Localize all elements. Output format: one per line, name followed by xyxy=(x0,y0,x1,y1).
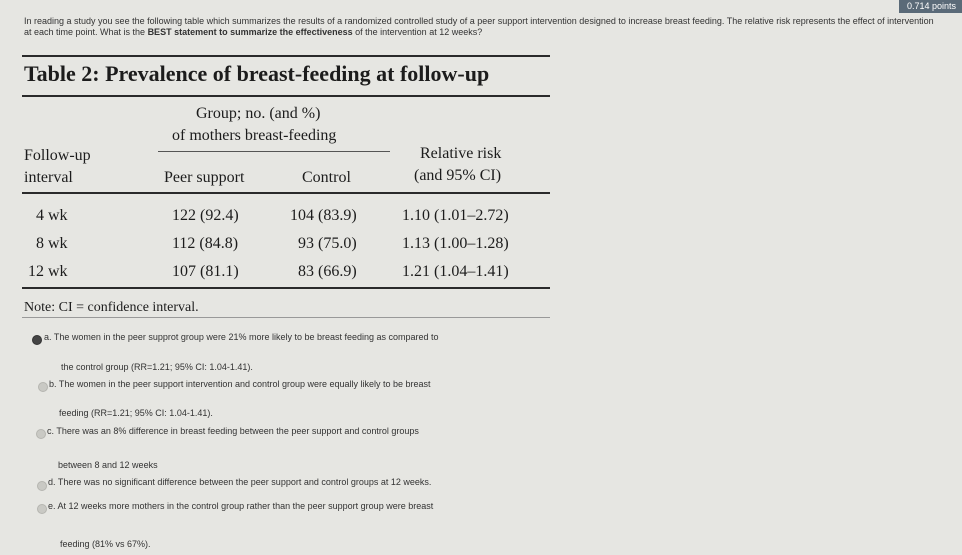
radio-button[interactable] xyxy=(38,382,48,392)
header-bottom-rule xyxy=(22,192,550,194)
radio-button[interactable] xyxy=(37,504,47,514)
table-title: Table 2: Prevalence of breast-feeding at follow-up xyxy=(24,61,490,86)
option-b-text: b. The women in the peer support intervention and control group were equally likely to be breast xyxy=(49,379,431,389)
table-bottom-rule xyxy=(22,287,550,289)
note-rule xyxy=(22,317,550,318)
row-relative-risk: 1.13 (1.00–1.28) xyxy=(402,235,509,252)
radio-button[interactable] xyxy=(37,481,47,491)
row-interval: 12 wk xyxy=(28,263,68,280)
relative-risk-header-line-1: Relative risk xyxy=(420,145,502,162)
row-control-value: 93 (75.0) xyxy=(298,235,357,252)
radio-button[interactable] xyxy=(36,429,46,439)
row-peer-value: 107 (81.1) xyxy=(172,263,239,280)
row-relative-risk: 1.10 (1.01–2.72) xyxy=(402,207,509,224)
row-peer-value: 112 (84.8) xyxy=(172,235,239,252)
radio-button-selected[interactable] xyxy=(32,335,42,345)
option-e-text: e. At 12 weeks more mothers in the control group rather than the peer support group were breast xyxy=(48,501,434,511)
group-header-rule xyxy=(158,151,390,152)
question-text xyxy=(24,16,954,38)
question-emphasis: BEST statement to summarize the effectiveness xyxy=(147,27,353,37)
points-badge: 0.714 points xyxy=(899,0,962,13)
relative-risk-header-line-2: (and 95% CI) xyxy=(414,167,502,184)
table-note: Note: CI = confidence interval. xyxy=(24,300,199,315)
row-relative-risk: 1.21 (1.04–1.41) xyxy=(402,263,509,280)
row-peer-value: 122 (92.4) xyxy=(172,207,239,224)
option-a-continuation: the control group (RR=1.21; 95% CI: 1.04-1.41). xyxy=(61,362,253,372)
row-interval: 4 wk xyxy=(36,207,68,224)
table-title-rule xyxy=(22,95,550,97)
option-b-continuation: feeding (RR=1.21; 95% CI: 1.04-1.41). xyxy=(59,408,213,418)
group-header-line-1: Group; no. (and %) xyxy=(196,105,321,122)
question-line-1: In reading a study you see the following table which summarizes the results of a randomized controlled study of a peer support intervention designed to increase breast feeding. The relative risk represents the effect of intervention xyxy=(24,16,934,26)
option-c-continuation: between 8 and 12 weeks xyxy=(58,460,158,470)
followup-header-line-2: interval xyxy=(24,169,73,186)
control-header: Control xyxy=(302,169,351,186)
table-top-rule xyxy=(22,55,550,57)
option-c-text: c. There was an 8% difference in breast feeding between the peer support and control groups xyxy=(47,426,419,436)
question-line-2: at each time point. What is the BEST statement to summarize the effectiveness of the intervention at 12 weeks? xyxy=(24,27,483,37)
option-d-text: d. There was no significant difference between the peer support and control groups at 12 weeks. xyxy=(48,477,432,487)
peer-support-header: Peer support xyxy=(164,169,245,186)
option-e-continuation: feeding (81% vs 67%). xyxy=(60,539,151,549)
option-a-text: a. The women in the peer supprot group were 21% more likely to be breast feeding as compared to xyxy=(44,332,439,342)
row-interval: 8 wk xyxy=(36,235,68,252)
row-control-value: 83 (66.9) xyxy=(298,263,357,280)
row-control-value: 104 (83.9) xyxy=(290,207,357,224)
group-header-line-2: of mothers breast-feeding xyxy=(172,127,337,144)
followup-header-line-1: Follow-up xyxy=(24,147,91,164)
